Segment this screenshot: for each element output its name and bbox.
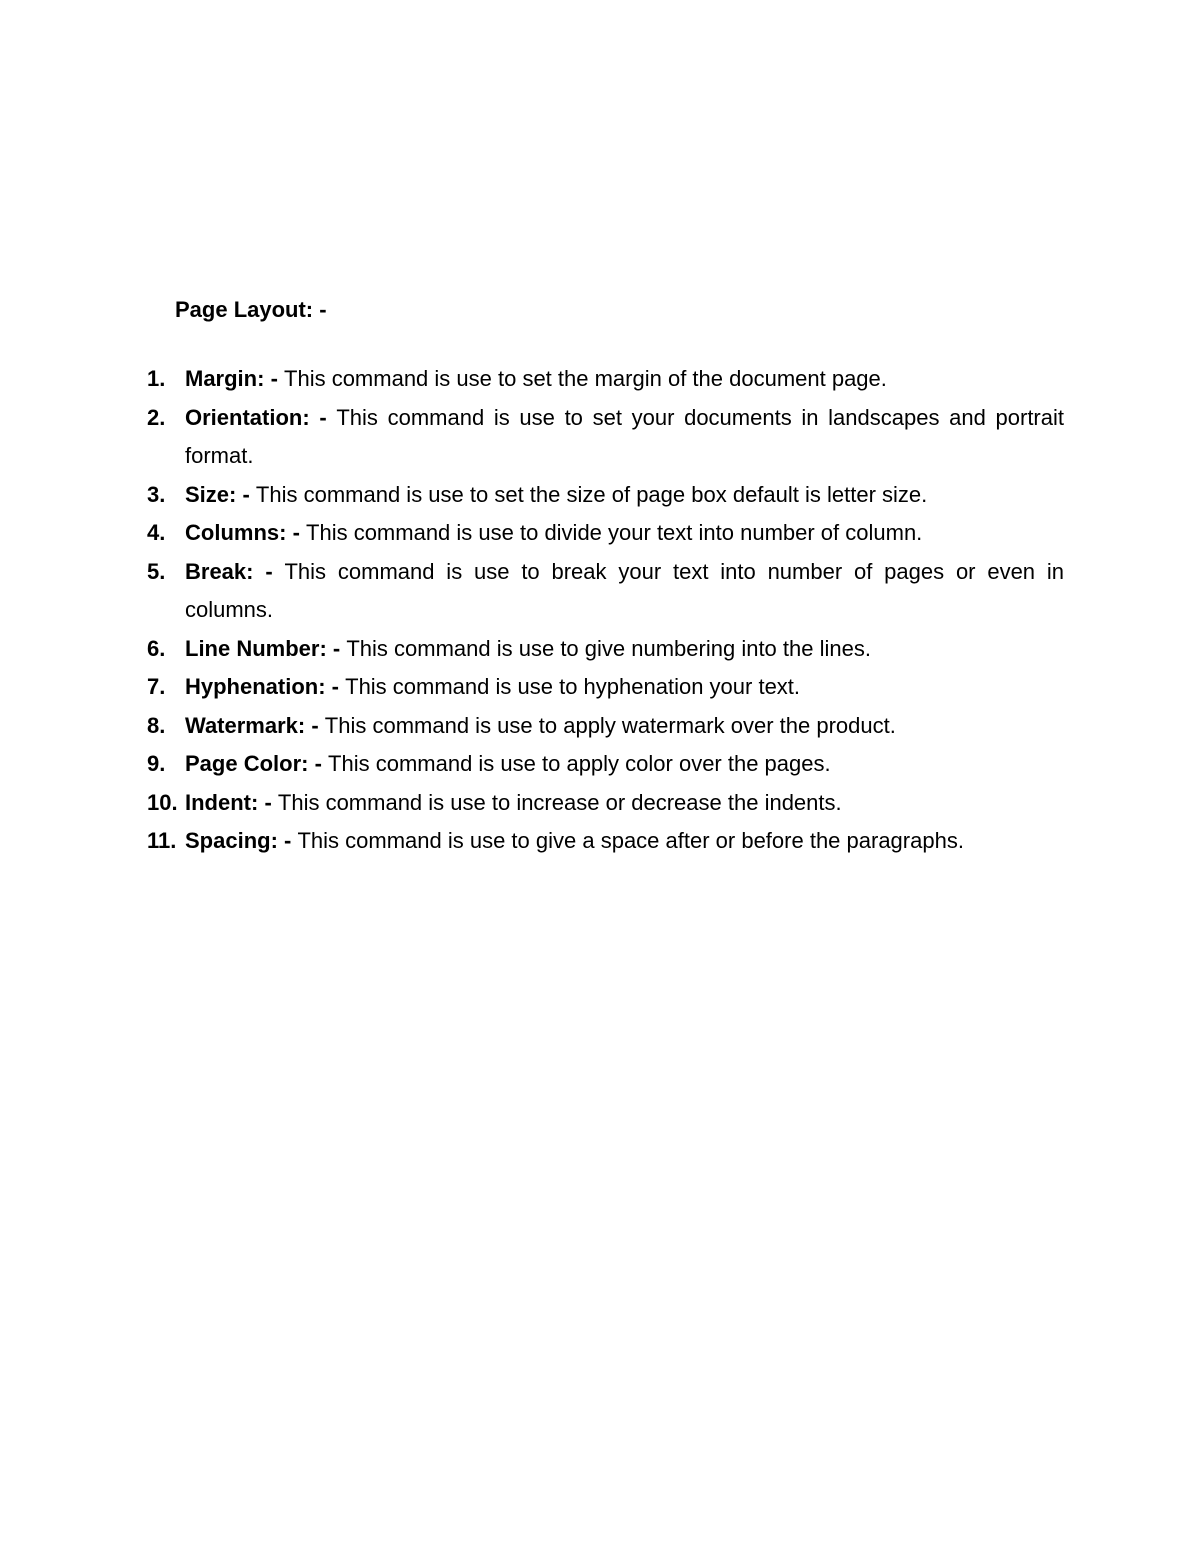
list-term: Orientation: [185,404,310,430]
list-term: Size: [185,481,237,507]
list-term: Columns: [185,520,287,545]
list-separator: - [286,520,307,545]
list-separator: - [326,635,347,661]
list-item [144,399,1064,476]
list-description: This command is use to give a space after or before the paragraphs. [297,828,964,853]
list-term: Page Color: [185,751,309,776]
list-term: Spacing: [185,828,278,853]
list-separator: - [258,789,278,815]
list-number: 6. [147,635,166,661]
list-term: Line Number: [185,635,327,661]
list-number: 2. [147,404,166,430]
list-item [144,476,1064,515]
list-description: This command is use to hyphenation your text. [345,674,801,699]
list-term: Watermark: [185,712,306,738]
list-item [144,707,1064,746]
list-separator: - [264,366,285,391]
list-item [144,822,1064,861]
list-term: Hyphenation: [185,674,326,699]
list-number: 7. [147,674,166,699]
list-item [144,553,1064,630]
list-separator: - [305,712,325,738]
commands-list [144,360,1064,861]
list-description: This command is use to apply watermark over the product. [324,712,896,738]
list-term: Break: [185,558,254,584]
list-number: 8. [147,712,166,738]
list-term: Margin: [185,366,265,391]
list-description: This command is use to set your documents in landscapes and portrait format. [185,404,1064,468]
list-description: This command is use to set the size of page box default is letter size. [255,481,928,507]
list-description: This command is use to increase or decrease the indents. [277,789,842,815]
list-item [144,745,1064,784]
list-description: This command is use to set the margin of the document page. [284,366,887,391]
list-number: 10. [147,789,178,815]
list-item [144,514,1064,553]
list-separator: - [236,481,256,507]
list-number: 5. [147,558,166,584]
list-item [144,784,1064,823]
list-separator: - [325,674,346,699]
list-item [144,668,1064,707]
list-item [144,360,1064,399]
list-description: This command is use to give numbering into the lines. [346,635,871,661]
list-description: This command is use to apply color over the pages. [328,751,831,776]
list-number: 1. [147,366,166,391]
list-separator: - [308,751,329,776]
list-term: Indent: [185,789,259,815]
list-number: 4. [147,520,166,545]
list-separator: - [309,404,337,430]
list-item [144,630,1064,669]
list-description: This command is use to divide your text into number of column. [306,520,923,545]
list-description: This command is use to break your text into number of pages or even in columns. [185,558,1064,622]
list-separator: - [253,558,285,584]
list-separator: - [277,828,298,853]
page-heading: Page Layout: - [175,297,327,322]
list-number: 11. [147,828,177,853]
list-number: 3. [147,481,166,507]
list-number: 9. [147,751,166,776]
